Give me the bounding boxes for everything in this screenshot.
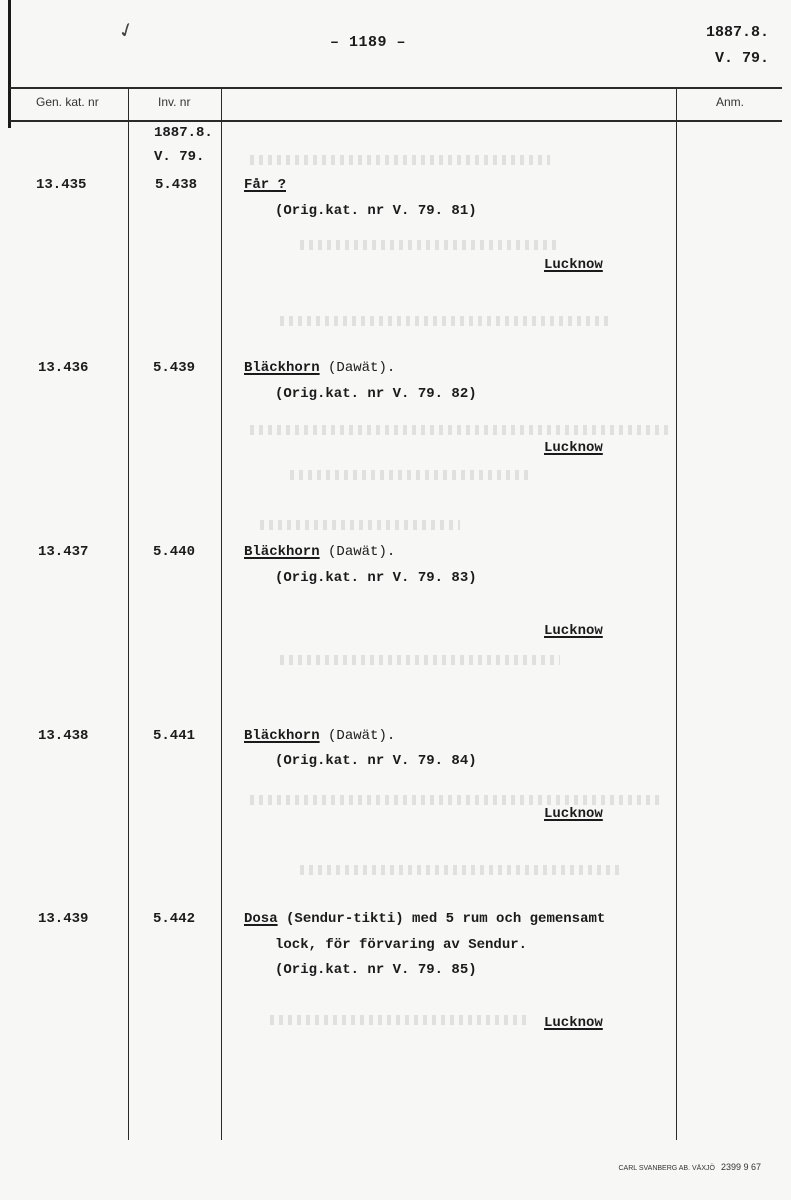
object-name: Dosa (244, 911, 278, 927)
inv-nr-cell: 5.440 (153, 544, 196, 560)
bleed-through-mark (280, 316, 610, 326)
bleed-through-mark (250, 155, 550, 165)
table-top-rule (10, 87, 782, 89)
entry-title (244, 911, 605, 927)
bleed-through-mark (270, 1015, 530, 1025)
column-header-gen-kat-nr: Gen. kat. nr (36, 95, 99, 109)
provenance-place: Lucknow (544, 623, 603, 639)
printer-imprint (618, 1162, 761, 1172)
binding-edge (8, 0, 11, 128)
provenance-place: Lucknow (544, 806, 603, 822)
bleed-through-mark (280, 655, 560, 665)
bleed-through-mark (260, 520, 460, 530)
form-code: 2399 9 67 (720, 1162, 761, 1172)
provenance-place: Lucknow (544, 1015, 603, 1031)
orig-kat-ref: (Orig.kat. nr V. 79. 84) (275, 753, 477, 769)
orig-kat-ref: (Orig.kat. nr V. 79. 81) (275, 203, 477, 219)
column-divider-2 (221, 88, 222, 1140)
entry-title (244, 728, 395, 744)
gen-kat-nr-cell: 13.435 (36, 177, 87, 193)
object-name: Bläckhorn (244, 728, 320, 744)
bleed-through-mark (250, 795, 660, 805)
column-header-inv-nr: Inv. nr (158, 95, 191, 109)
section-ref-line2: V. 79. (154, 149, 205, 165)
column-header-anm: Anm. (716, 95, 745, 109)
orig-kat-ref: (Orig.kat. nr V. 79. 85) (275, 962, 477, 978)
object-name: Bläckhorn (244, 544, 320, 560)
section-ref-line1: 1887.8. (154, 125, 213, 141)
bleed-through-mark (300, 865, 620, 875)
entry-title (244, 177, 286, 193)
gen-kat-nr-cell: 13.436 (38, 360, 89, 376)
inv-nr-cell: 5.442 (153, 911, 196, 927)
entry-description-line2: lock, för förvaring av Sendur. (275, 937, 528, 953)
corner-ref-line2: V. 79. (714, 50, 769, 67)
page-number: – 1189 – (330, 34, 407, 51)
object-local-name: (Dawät). (328, 544, 396, 560)
object-local-name: (Dawät). (328, 728, 396, 744)
provenance-place: Lucknow (544, 257, 603, 273)
inv-nr-cell: 5.439 (153, 360, 196, 376)
corner-ref-line1: 1887.8. (705, 24, 769, 41)
object-local-name: (Sendur-tikti) med 5 rum och gemensamt (286, 911, 606, 927)
inv-nr-cell: 5.441 (153, 728, 196, 744)
gen-kat-nr-cell: 13.437 (38, 544, 89, 560)
bleed-through-mark (300, 240, 560, 250)
header-bottom-rule (10, 120, 782, 122)
provenance-place: Lucknow (544, 440, 603, 456)
bleed-through-mark (250, 425, 670, 435)
object-name: Får ? (244, 177, 287, 193)
entry-title (244, 544, 395, 560)
corner-reference (706, 20, 769, 72)
orig-kat-ref: (Orig.kat. nr V. 79. 83) (275, 570, 477, 586)
inv-nr-cell: 5.438 (155, 177, 198, 193)
orig-kat-ref: (Orig.kat. nr V. 79. 82) (275, 386, 477, 402)
printer-name: CARL SVANBERG AB. VÄXJÖ (618, 1165, 715, 1172)
bleed-through-mark (290, 470, 530, 480)
column-divider-1 (128, 88, 129, 1140)
entry-title (244, 360, 395, 376)
pencil-check-mark: ✓ (114, 15, 139, 45)
gen-kat-nr-cell: 13.438 (38, 728, 89, 744)
object-name: Bläckhorn (244, 360, 320, 376)
gen-kat-nr-cell: 13.439 (38, 911, 89, 927)
column-divider-3 (676, 88, 677, 1140)
object-local-name: (Dawät). (328, 360, 396, 376)
